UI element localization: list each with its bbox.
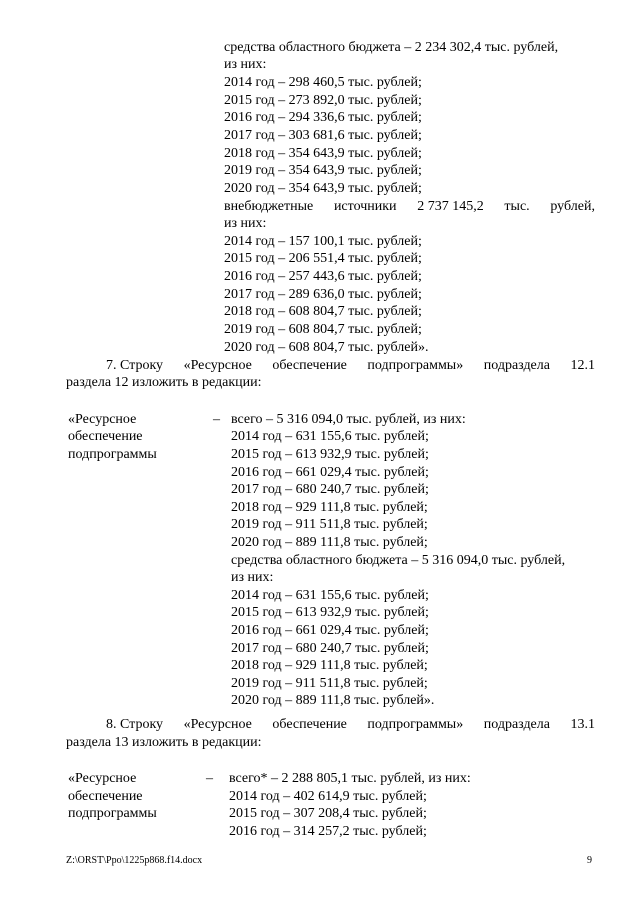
year-line: 2017 год – 680 240,7 тыс. рублей; xyxy=(231,482,429,497)
year-line: 2020 год – 354 643,9 тыс. рублей; xyxy=(224,181,422,196)
word: источники xyxy=(333,199,397,214)
word: подпрограммы» xyxy=(367,717,464,732)
oblast-budget-line: средства областного бюджета – 2 234 302,4 тыс. рублей, xyxy=(224,40,559,55)
word: подраздела xyxy=(483,717,550,732)
word: обеспечение xyxy=(272,358,347,373)
word: 2 737 145,2 xyxy=(417,199,484,214)
year-line: 2015 год – 613 932,9 тыс. рублей; xyxy=(231,447,429,462)
item-7-line-1 xyxy=(106,357,595,375)
word: 8. Строку xyxy=(106,717,164,732)
year-line: 2019 год – 911 511,8 тыс. рублей; xyxy=(231,676,428,691)
total-line: всего* – 2 288 805,1 тыс. рублей, из них: xyxy=(229,771,471,786)
year-line: 2018 год – 929 111,8 тыс. рублей; xyxy=(231,500,428,515)
word: 12.1 xyxy=(570,358,595,373)
year-line: 2014 год – 631 155,6 тыс. рублей; xyxy=(231,429,429,444)
year-line: 2018 год – 929 111,8 тыс. рублей; xyxy=(231,658,428,673)
item-8-line-2: раздела 13 изложить в редакции: xyxy=(66,735,262,750)
extrabudget-line xyxy=(224,198,595,216)
year-line: 2016 год – 661 029,4 тыс. рублей; xyxy=(231,623,429,638)
year-line: 2014 год – 631 155,6 тыс. рублей; xyxy=(231,588,429,603)
year-line: 2014 год – 298 460,5 тыс. рублей; xyxy=(224,75,422,90)
total-line: всего – 5 316 094,0 тыс. рублей, из них: xyxy=(231,412,466,427)
year-line: 2019 год – 608 804,7 тыс. рублей; xyxy=(224,322,422,337)
file-path-footer: Z:\ORST\Ppo\1225p868.f14.docx xyxy=(66,855,203,866)
year-line: 2015 год – 613 932,9 тыс. рублей; xyxy=(231,605,429,620)
year-line: 2019 год – 354 643,9 тыс. рублей; xyxy=(224,163,422,178)
row-label: обеспечение xyxy=(68,789,143,804)
row-label: обеспечение xyxy=(68,429,143,444)
year-line: 2017 год – 303 681,6 тыс. рублей; xyxy=(224,128,422,143)
year-line: 2016 год – 661 029,4 тыс. рублей; xyxy=(231,465,429,480)
item-7-line-2: раздела 12 изложить в редакции: xyxy=(66,375,262,390)
row-label: «Ресурсное xyxy=(68,771,137,786)
item-8-line-1 xyxy=(106,716,595,734)
dash: – xyxy=(206,771,213,786)
word: тыс. xyxy=(504,199,530,214)
word: обеспечение xyxy=(272,717,347,732)
year-line: 2018 год – 608 804,7 тыс. рублей; xyxy=(224,304,422,319)
year-line: 2016 год – 314 257,2 тыс. рублей; xyxy=(229,824,427,839)
year-line: 2015 год – 307 208,4 тыс. рублей; xyxy=(229,806,427,821)
year-line: 2016 год – 257 443,6 тыс. рублей; xyxy=(224,269,422,284)
year-line: 2017 год – 289 636,0 тыс. рублей; xyxy=(224,287,422,302)
year-line: 2014 год – 402 614,9 тыс. рублей; xyxy=(229,789,427,804)
of-them-label: из них: xyxy=(224,216,267,231)
word: подраздела xyxy=(483,358,550,373)
year-line: 2020 год – 889 111,8 тыс. рублей». xyxy=(231,693,435,708)
page-number: 9 xyxy=(587,855,592,866)
row-label: «Ресурсное xyxy=(68,412,137,427)
year-line: 2015 год – 206 551,4 тыс. рублей; xyxy=(224,251,422,266)
of-them-label: из них: xyxy=(231,570,274,585)
year-line: 2019 год – 911 511,8 тыс. рублей; xyxy=(231,517,428,532)
word: 7. Строку xyxy=(106,358,164,373)
word: «Ресурсное xyxy=(183,717,252,732)
word: рублей, xyxy=(550,199,595,214)
year-line: 2020 год – 889 111,8 тыс. рублей; xyxy=(231,535,428,550)
word: подпрограммы» xyxy=(367,358,464,373)
row-label: подпрограммы xyxy=(68,806,157,821)
year-line: 2016 год – 294 336,6 тыс. рублей; xyxy=(224,110,422,125)
year-line: 2017 год – 680 240,7 тыс. рублей; xyxy=(231,641,429,656)
word: внебюджетные xyxy=(224,199,314,214)
year-line: 2015 год – 273 892,0 тыс. рублей; xyxy=(224,93,422,108)
oblast-budget-line: средства областного бюджета – 5 316 094,0 тыс. рублей, xyxy=(231,553,566,568)
year-line: 2014 год – 157 100,1 тыс. рублей; xyxy=(224,234,422,249)
row-label: подпрограммы xyxy=(68,447,157,462)
year-line: 2020 год – 608 804,7 тыс. рублей». xyxy=(224,340,429,355)
word: «Ресурсное xyxy=(183,358,252,373)
year-line: 2018 год – 354 643,9 тыс. рублей; xyxy=(224,146,422,161)
of-them-label: из них: xyxy=(224,57,267,72)
word: 13.1 xyxy=(570,717,595,732)
dash: – xyxy=(213,412,220,427)
